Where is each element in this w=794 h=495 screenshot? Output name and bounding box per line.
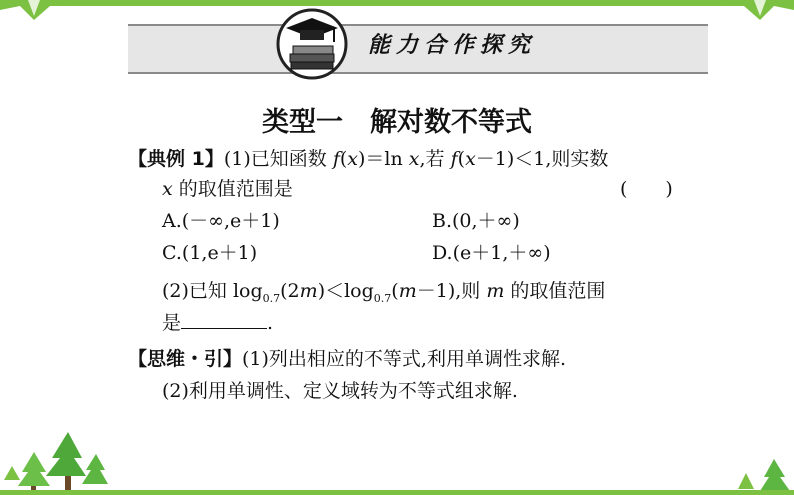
- corner-decoration-left: [0, 0, 70, 22]
- example-line-2: x 的取值范围是: [162, 178, 293, 200]
- section-title: 类型一 解对数不等式: [262, 107, 532, 138]
- hint-tag: 【思维・引】: [128, 348, 243, 370]
- option-c: C.(1,e＋1): [162, 242, 258, 264]
- banner-title: 能力合作探究: [368, 32, 537, 58]
- option-a: A.(－∞,e＋1): [162, 210, 280, 232]
- question-2-line-2: 是 .: [162, 312, 274, 334]
- trees-right-decoration: [734, 455, 794, 495]
- option-b: B.(0,＋∞): [432, 210, 520, 232]
- corner-decoration-right: [724, 0, 794, 22]
- trees-left-decoration: [0, 430, 110, 495]
- question-2-line-1: (2)已知 $\log_{0.7}(2m)<\log_{0.7}(m-1)$,则 m 的取值范围: [162, 280, 606, 305]
- option-d: D.(e＋1,＋∞): [432, 242, 551, 264]
- example-tag: 【典例 1】: [128, 148, 224, 170]
- hint-line-2: (2)利用单调性、定义域转为不等式组求解.: [162, 380, 518, 402]
- answer-blank: [181, 310, 267, 329]
- answer-paren: ( ): [620, 178, 673, 200]
- graduation-cap-books-icon: [276, 8, 348, 80]
- top-border: [0, 0, 794, 6]
- bottom-border: [0, 490, 794, 495]
- hint-line-1: 【思维・引】(1)列出相应的不等式,利用单调性求解.: [128, 348, 567, 370]
- example-line-1: 【典例 1】(1)已知函数 f(x)＝ln x,若 f(x－1)＜1,则实数: [128, 148, 609, 170]
